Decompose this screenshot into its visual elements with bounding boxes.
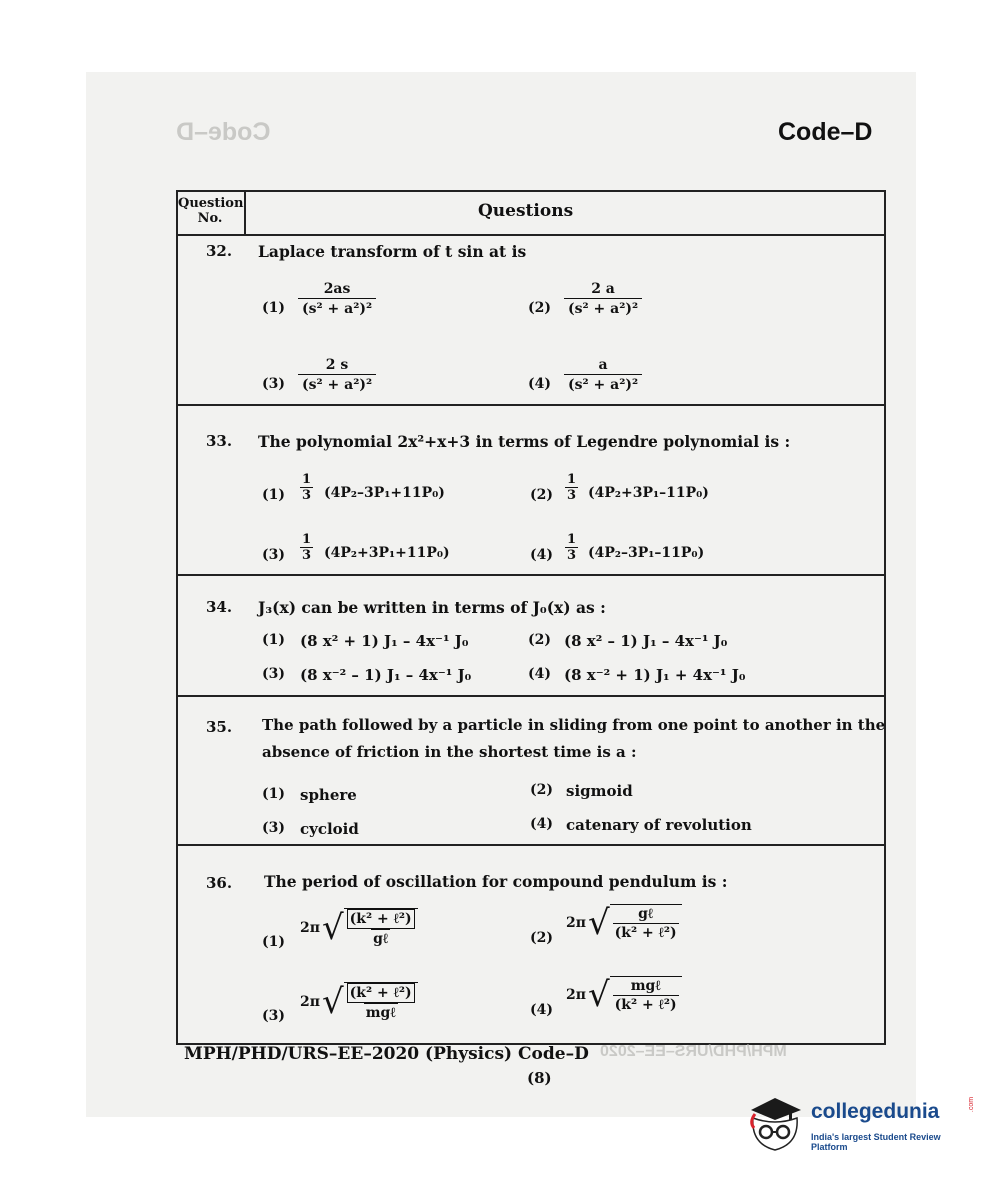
denominator: gℓ [373, 931, 389, 947]
option-label: (3) [262, 820, 285, 836]
option-1-fraction [298, 280, 376, 318]
radicand [344, 908, 418, 948]
option-expression: (8 x⁻² + 1) J₁ + 4x⁻¹ J₀ [564, 666, 746, 684]
denominator: (s² + a²)² [564, 374, 642, 394]
one-third-fraction: 1 3 [302, 532, 312, 563]
one-third-fraction: 1 3 [302, 472, 312, 503]
numerator: mgℓ [630, 978, 661, 994]
option-label: (3) [262, 376, 285, 392]
option-3-formula [300, 982, 418, 1022]
sqrt-icon: √ [588, 903, 610, 943]
option-4-fraction [564, 356, 642, 394]
collegedunia-logo [745, 1092, 975, 1162]
denominator: mgℓ [365, 1005, 396, 1021]
option-expression: (8 x⁻² – 1) J₁ – 4x⁻¹ J₀ [300, 666, 472, 684]
column-header-questions: Questions [478, 201, 574, 221]
question-text: J₃(x) can be written in terms of J₀(x) as : [258, 598, 606, 617]
radicand [344, 982, 418, 1022]
bleed-through-code: Code–D [176, 118, 271, 146]
option-label: (4) [530, 1002, 553, 1018]
option-label: (3) [262, 547, 285, 563]
numerator: 2 s [325, 357, 349, 373]
row-divider [178, 844, 884, 846]
option-label: (1) [262, 786, 285, 802]
option-expression: sphere [300, 786, 357, 804]
option-1-formula [300, 908, 418, 948]
option-label: (2) [530, 930, 553, 946]
question-number: 34. [206, 598, 233, 616]
radicand [610, 904, 682, 942]
one-third-fraction: 1 3 [567, 472, 577, 503]
sqrt-icon: √ [588, 975, 610, 1015]
option-label: (2) [528, 300, 551, 316]
option-expression: (8 x² – 1) J₁ – 4x⁻¹ J₀ [564, 632, 728, 650]
denominator: (s² + a²)² [298, 374, 376, 394]
one-third-fraction: 1 3 [567, 532, 577, 563]
option-3-fraction [298, 356, 376, 394]
option-label: (4) [528, 666, 551, 682]
sqrt-icon: √ [322, 908, 344, 948]
denominator: (k² + ℓ²) [614, 997, 677, 1013]
row-divider [178, 574, 884, 576]
option-label: (4) [530, 547, 553, 563]
radicand [610, 976, 682, 1014]
option-label: (3) [262, 666, 285, 682]
option-label: (1) [262, 934, 285, 950]
option-expression: catenary of revolution [566, 816, 752, 834]
option-label: (2) [530, 487, 553, 503]
option-label: (2) [528, 632, 551, 648]
option-expression: (4P₂–3P₁–11P₀) [588, 545, 705, 561]
paper-code: Code–D [778, 118, 873, 146]
numerator: gℓ [638, 906, 654, 922]
question-text-line-1: The path followed by a particle in sliding from one point to another in the [262, 716, 886, 734]
brand-name: collegedunia [811, 1100, 940, 1123]
two-pi: 2π [300, 994, 320, 1010]
bleed-through-footer: MPH/PHD/URS–EE–2020 [600, 1043, 787, 1060]
graduate-mascot-icon [745, 1092, 805, 1156]
option-2-formula [566, 904, 682, 942]
question-number: 33. [206, 432, 233, 450]
row-divider [178, 695, 884, 697]
numerator: (k² + ℓ²) [347, 983, 415, 1003]
page-number: (8) [527, 1069, 552, 1087]
denominator: (s² + a²)² [298, 298, 376, 318]
question-text: The polynomial 2x²+x+3 in terms of Legendre polynomial is : [258, 432, 791, 451]
column-header-question-no: Question No. [178, 196, 244, 226]
question-number: 35. [206, 718, 233, 736]
option-expression: (4P₂+3P₁+11P₀) [324, 545, 450, 561]
option-label: (3) [262, 1008, 285, 1024]
option-expression: (4P₂+3P₁–11P₀) [588, 485, 709, 501]
numerator: 2 a [591, 281, 615, 297]
option-expression: (8 x² + 1) J₁ – 4x⁻¹ J₀ [300, 632, 469, 650]
question-text: The period of oscillation for compound pendulum is : [264, 872, 728, 891]
option-expression: sigmoid [566, 782, 633, 800]
question-number: 36. [206, 874, 233, 892]
option-label: (4) [530, 816, 553, 832]
option-label: (1) [262, 487, 285, 503]
question-text: Laplace transform of t sin at is [258, 242, 527, 261]
brand-tagline: India's largest Student Review Platform [811, 1132, 941, 1152]
option-expression: (4P₂–3P₁+11P₀) [324, 485, 445, 501]
two-pi: 2π [300, 920, 320, 936]
question-table [176, 190, 886, 1045]
row-divider [178, 404, 884, 406]
option-label: (2) [530, 782, 553, 798]
numerator: a [598, 357, 608, 373]
two-pi: 2π [566, 987, 586, 1003]
denominator: (s² + a²)² [564, 298, 642, 318]
page-footer-title: MPH/PHD/URS–EE–2020 (Physics) Code–D [184, 1044, 589, 1064]
option-2-fraction [564, 280, 642, 318]
option-label: (4) [528, 376, 551, 392]
option-4-formula [566, 976, 682, 1014]
option-expression: cycloid [300, 820, 359, 838]
question-text-line-2: absence of friction in the shortest time is a : [262, 743, 637, 761]
brand-suffix: .com [968, 1096, 976, 1113]
question-number: 32. [206, 242, 233, 260]
two-pi: 2π [566, 915, 586, 931]
numerator: (k² + ℓ²) [347, 909, 415, 929]
header-divider [178, 234, 884, 236]
option-label: (1) [262, 632, 285, 648]
numerator: 2as [323, 281, 351, 297]
sqrt-icon: √ [322, 982, 344, 1022]
column-divider [244, 192, 246, 236]
denominator: (k² + ℓ²) [614, 925, 677, 941]
option-label: (1) [262, 300, 285, 316]
